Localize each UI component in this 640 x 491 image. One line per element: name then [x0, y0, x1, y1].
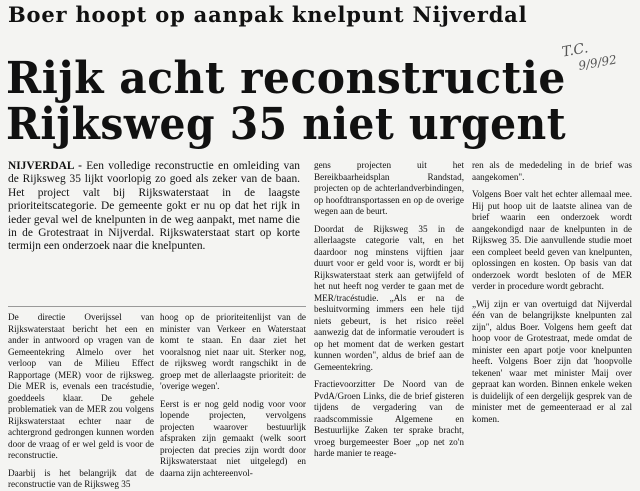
body-paragraph: Eerst is er nog geld nodig voor voor lopende projecten, vervolgens projecten waarover bestuurlijk afspraken zijn gemaakt (welk soort projecten dat precies zijn wordt door Rijkswaterstaat niet uitgelegd) en daarna zijn achtereenvol- [160, 398, 306, 478]
body-paragraph: De directie Overijssel van Rijkswaterstaat bericht het een en ander in antwoord op vragen van de Gemeentekring Almelo over het verloop van de Milieu Effect Rapportage (MER) voor de rijksweg. Die MER is, evenals een tracéstudie, goeddeels klaar. De gehele problematiek van de MER zou volgens Rijkswaterstaat echter naar de achtergrond gedrongen kunnen worden door de vraag of er wel geld is voor de reconstructie. [8, 312, 154, 460]
lead-text: Een volledige reconstructie en omleiding van de Rijksweg 35 lijkt voorlopig zo goed als zeker van de baan. Het project valt bij Rijkswaterstaat in de laagste prioriteitscategorie. De gemeente gokt er nu op dat het rijk in ieder geval wel de knelpunten in de weg aanpakt, met name die in de Grotestraat in Nijverdal. Rijkswaterstaat start op korte termijn een onderzoek naar die knelpunten. [8, 160, 300, 253]
body-column-1 [8, 312, 154, 489]
body-paragraph: Doordat de Rijksweg 35 in de allerlaagste categorie valt, en het daardoor nog minstens vijftien jaar duurt voor er geld voor is, wordt er bij Rijkswaterstaat sterk aan getwijfeld of het nut heeft nog verder te gaan met de MER/tracéstudie. „Als er na de besluitvorming immers een hele tijd niets gebeurt, is het risico reëel aanwezig dat de informatie veroudert is op het moment dat de werken gestart kunnen worden", aldus de brief aan de Gemeentekring. [314, 223, 464, 372]
body-column-4 [472, 160, 632, 465]
body-paragraph: Daarbij is het belangrijk dat de reconstructie van de Rijksweg 35 [8, 467, 154, 489]
headline-line-1: Rijk acht reconstructie [6, 53, 566, 104]
body-paragraph: ren als de mededeling in de brief was aangekomen". [472, 160, 632, 182]
column-divider [8, 306, 306, 307]
handwritten-note [561, 36, 618, 77]
body-paragraph: Fractievoorzitter De Noord van de PvdA/Groen Links, die de brief gisteren tijdens de vergadering van de raadscommissie Algemene en Bestuurlijke Zaken ter sprake bracht, vroeg burgemeester Boer „op net zo'n harde manier te reage- [314, 379, 464, 458]
body-column-3 [314, 160, 464, 465]
handwritten-note-initials: T.C. [560, 40, 590, 61]
headline-line-2: Rijksweg 35 niet urgent [6, 99, 567, 150]
body-paragraph: „Wij zijn er van overtuigd dat Nijverdal één van de belangrijkste knelpunten zal zijn", aldus Boer. Volgens hem geeft dat hoop voor de Grotestraat, mede omdat de minister een apart potje voor knelpunten heeft. Volgens Boer zijn dat 'hoopvolle tekenen' waar met minister Maij over gepraat kan worden. Binnen enkele weken is duidelijk of een dergelijk gesprek van de minister met de gemeenteraad er al zal komen. [472, 298, 632, 424]
body-paragraph: Volgens Boer valt het echter allemaal mee. Hij put hoop uit de laatste alinea van de brief waarin een onderzoek wordt aangekondigd naar de knelpunten in de Rijksweg 35. Die aanvullende studie moet een compleet beeld geven van knelpunten, oplossingen en kosten. Op basis van dat onderzoek wordt besloten of de MER verder in procedure wordt gebracht. [472, 189, 632, 291]
body-paragraph: gens projecten uit het Bereikbaarheidsplan Randstad, projecten op de achterlandverbindingen, op hoofdtransportassen en op de overige wegen aan de beurt. [314, 160, 464, 216]
lead-paragraph [8, 160, 300, 304]
kicker-headline: Boer hoopt op aanpak knelpunt Nijverdal [8, 2, 528, 27]
body-column-2 [160, 312, 306, 478]
dateline: NIJVERDAL - [8, 160, 82, 172]
handwritten-note-date: 9/9/92 [577, 52, 618, 73]
body-paragraph: hoog op de prioriteitenlijst van de minister van Verkeer en Waterstaat komt te staan. En daar ziet het vooralsnog niet naar uit. Sterker nog, de rijksweg wordt rangschikt in de groep met de allerlaagste prioriteit: de 'overige wegen'. [160, 312, 306, 391]
